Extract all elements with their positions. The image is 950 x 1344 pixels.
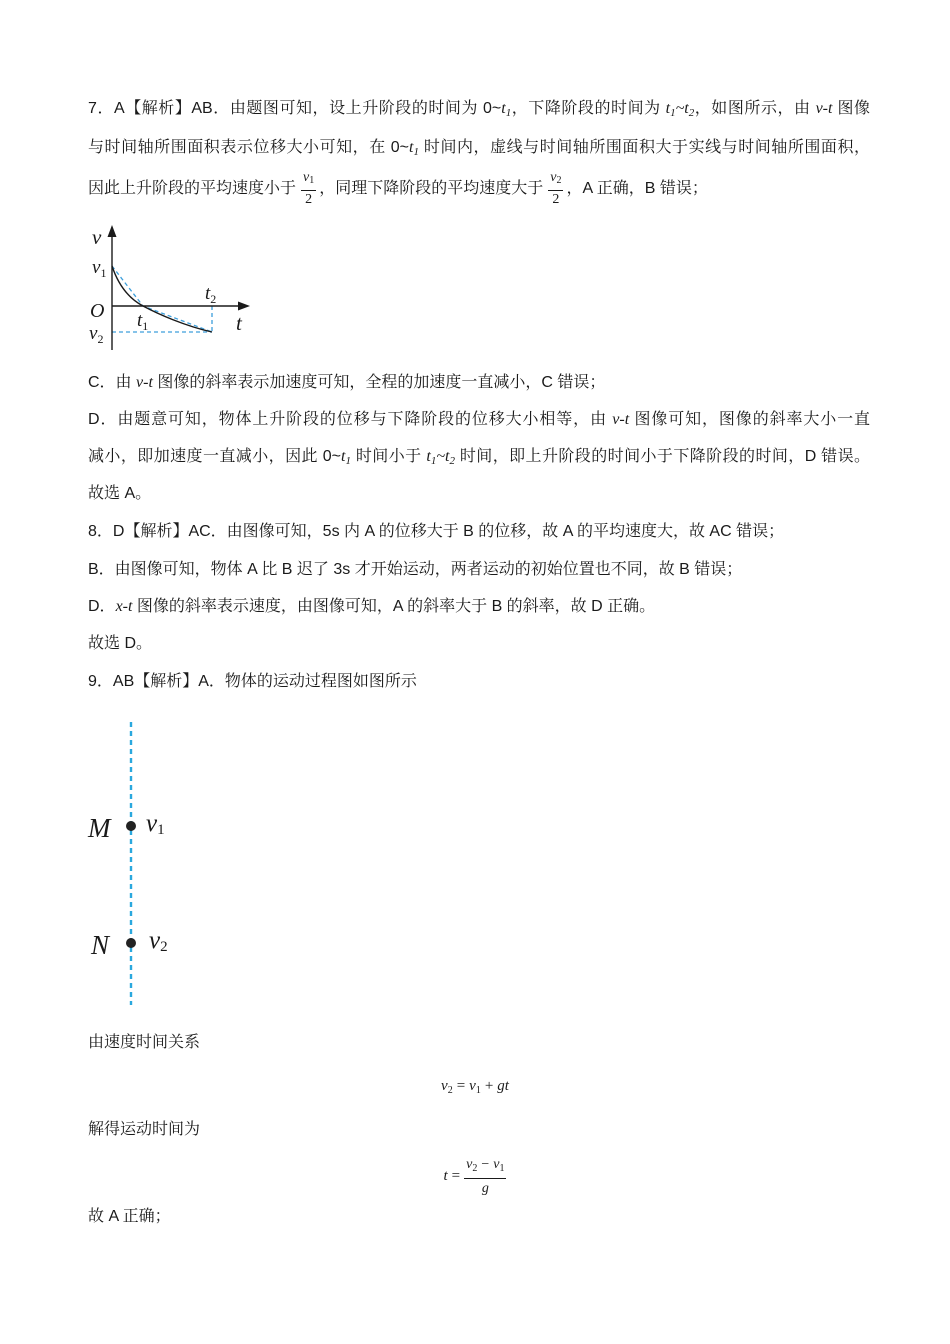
var-v: v xyxy=(92,225,102,249)
var-t: t xyxy=(137,310,143,331)
subscript: 2 xyxy=(472,1163,478,1174)
subscript: 2 xyxy=(688,107,695,119)
motion-diagram xyxy=(80,715,190,1010)
q7-line-2-text: 时间内，虚线与时间轴所围面积大于实线与时间轴所围面积， xyxy=(418,139,870,156)
q9-line-3: 解得运动时间为 xyxy=(88,1121,201,1138)
q7-line-1 xyxy=(88,98,870,120)
q7-line-1-text: 图像 xyxy=(832,100,870,117)
subscript: 1 xyxy=(670,107,676,119)
q8-option-b: B．由图像可知，物体 A 比 B 迟了 3s 才开始运动，两者运动的初始位置也不同，故 B 错误； xyxy=(88,561,743,578)
var-v: v xyxy=(550,170,557,185)
tilde: ~ xyxy=(436,448,446,465)
var-v: v xyxy=(493,1157,500,1172)
equals-sign: = xyxy=(456,1078,466,1094)
label-m xyxy=(87,813,112,843)
point-n-dot xyxy=(126,938,136,948)
point-n-letter: N xyxy=(91,930,110,960)
var-v: v xyxy=(146,810,158,837)
dashed-reference-line xyxy=(112,266,212,332)
q8-answer: 故选 D。 xyxy=(88,635,153,652)
var-t: t xyxy=(443,1167,448,1184)
equation-time xyxy=(0,1156,950,1194)
fraction-numerator xyxy=(548,170,563,191)
fraction-numerator xyxy=(301,170,316,191)
fraction-denominator: g xyxy=(481,1181,489,1196)
q7-option-c-text: C．由 xyxy=(88,374,137,391)
fraction-v1-over-2 xyxy=(301,170,316,208)
var-v: v xyxy=(469,1078,476,1094)
var-t: t xyxy=(445,448,450,465)
q7-option-d-line-2 xyxy=(88,446,870,468)
subscript: 2 xyxy=(556,175,562,186)
subscript: 2 xyxy=(449,455,455,467)
plus-sign: + xyxy=(484,1078,494,1094)
var-v: v xyxy=(89,323,98,344)
subscript: 1 xyxy=(475,1085,481,1096)
var-vt: v-t xyxy=(612,411,630,428)
q7-line-2-text: 与时间轴所围面积表示位移大小可知，在 0~ xyxy=(88,139,409,156)
q7-answer: 故选 A。 xyxy=(88,485,152,502)
q7-line-3 xyxy=(88,170,708,208)
var-t: t xyxy=(408,139,414,156)
q9-line-1: 9．AB【解析】A．物体的运动过程图如图所示 xyxy=(88,673,417,690)
var-t: t xyxy=(426,448,431,465)
var-t: t xyxy=(236,311,242,335)
q7-option-c-text: 图像的斜率表示加速度可知，全程的加速度一直减小，C 错误； xyxy=(152,374,606,391)
equals-sign: = xyxy=(451,1167,461,1184)
subscript: 1 xyxy=(309,175,315,186)
q7-option-d-text: D．由题意可知，物体上升阶段的位移与下降阶段的位移大小相等，由 xyxy=(88,411,613,428)
q8-line-1: 8．D【解析】AC．由图像可知，5s 内 A 的位移大于 B 的位移，故 A 的平均速度大，故 AC 错误； xyxy=(88,523,785,540)
var-xt: x-t xyxy=(115,598,133,615)
tilde: ~ xyxy=(675,100,685,117)
q8-option-d-text: 图像的斜率表示速度，由图像可知，A 的斜率大于 B 的斜率，故 D 正确。 xyxy=(132,598,656,615)
minus-sign: − xyxy=(481,1157,490,1172)
velocity-curve xyxy=(112,266,212,332)
fraction-v2-over-2 xyxy=(548,170,563,208)
var-gt: gt xyxy=(497,1078,509,1094)
var-t: t xyxy=(341,448,346,465)
q8-option-d-text: D． xyxy=(88,598,116,615)
vt-graph xyxy=(80,220,260,355)
label-t2 xyxy=(205,283,216,306)
var-t: t xyxy=(205,283,211,304)
subscript: 1 xyxy=(505,107,512,119)
label-v2 xyxy=(89,323,103,346)
q7-line-1-text: ，如图所示，由 xyxy=(694,100,816,117)
var-t: t xyxy=(684,100,689,117)
var-vt: v-t xyxy=(136,374,153,391)
point-m-letter: M xyxy=(88,813,111,843)
q7-option-c xyxy=(88,372,605,394)
axis-label-t xyxy=(236,311,243,335)
q7-option-d-text: 图像可知，图像的斜率大小一直 xyxy=(629,411,870,428)
subscript: 1 xyxy=(142,319,149,333)
var-t: t xyxy=(501,100,506,117)
var-v: v xyxy=(149,927,161,954)
fraction-denominator: 2 xyxy=(305,192,313,207)
axis-label-v xyxy=(92,225,102,249)
subscript: 1 xyxy=(157,822,165,838)
fraction-denominator: 2 xyxy=(552,192,560,207)
equation-velocity-time xyxy=(0,1075,950,1097)
var-t: t xyxy=(665,100,671,117)
q9-line-2: 由速度时间关系 xyxy=(88,1034,201,1051)
subscript: 2 xyxy=(210,292,217,306)
q7-option-d-line-1 xyxy=(88,409,870,431)
subscript: 1 xyxy=(100,266,107,280)
label-n-velocity xyxy=(149,927,168,955)
q7-line-1-text: ，下降阶段的时间为 xyxy=(511,100,666,117)
subscript: 1 xyxy=(345,455,351,467)
subscript: 2 xyxy=(97,332,104,346)
q7-line-1-text: 7．A【解析】AB．由题图可知，设上升阶段的时间为 0~ xyxy=(88,100,502,117)
subscript: 1 xyxy=(499,1163,505,1174)
subscript: 2 xyxy=(447,1085,453,1096)
label-m-velocity xyxy=(146,810,165,838)
var-v: v xyxy=(441,1078,448,1094)
fraction-time xyxy=(464,1156,506,1197)
subscript: 1 xyxy=(413,146,419,158)
label-t1 xyxy=(137,310,148,333)
q7-option-d-text: 减小，即加速度一直减小，因此 0~ xyxy=(88,448,342,465)
var-v: v xyxy=(303,170,310,185)
q9-line-4: 故 A 正确； xyxy=(88,1208,171,1225)
q7-option-d-text: 时间，即上升阶段的时间小于下降阶段的时间，D 错误。 xyxy=(454,448,870,465)
fraction-numerator xyxy=(464,1156,506,1179)
t-axis-arrow-icon xyxy=(238,302,250,311)
origin-o: O xyxy=(90,300,105,322)
q7-line-3-text: ，同理下降阶段的平均速度大于 xyxy=(319,180,544,198)
var-v: v xyxy=(466,1157,473,1172)
subscript: 2 xyxy=(160,939,168,955)
var-v: v xyxy=(92,257,101,278)
q7-option-d-text: 时间小于 xyxy=(350,448,427,465)
q7-line-3-text: 因此上升阶段的平均速度小于 xyxy=(88,180,297,198)
label-v1 xyxy=(92,257,106,280)
label-n xyxy=(90,930,111,960)
var-vt: v-t xyxy=(815,100,833,117)
origin-label xyxy=(90,300,104,322)
subscript: 1 xyxy=(430,455,437,467)
q7-line-2 xyxy=(88,137,870,159)
point-m-dot xyxy=(126,821,136,831)
q7-line-3-text: ，A 正确，B 错误； xyxy=(566,180,708,198)
q8-option-d xyxy=(88,596,655,618)
v-axis-arrow-icon xyxy=(108,225,117,237)
